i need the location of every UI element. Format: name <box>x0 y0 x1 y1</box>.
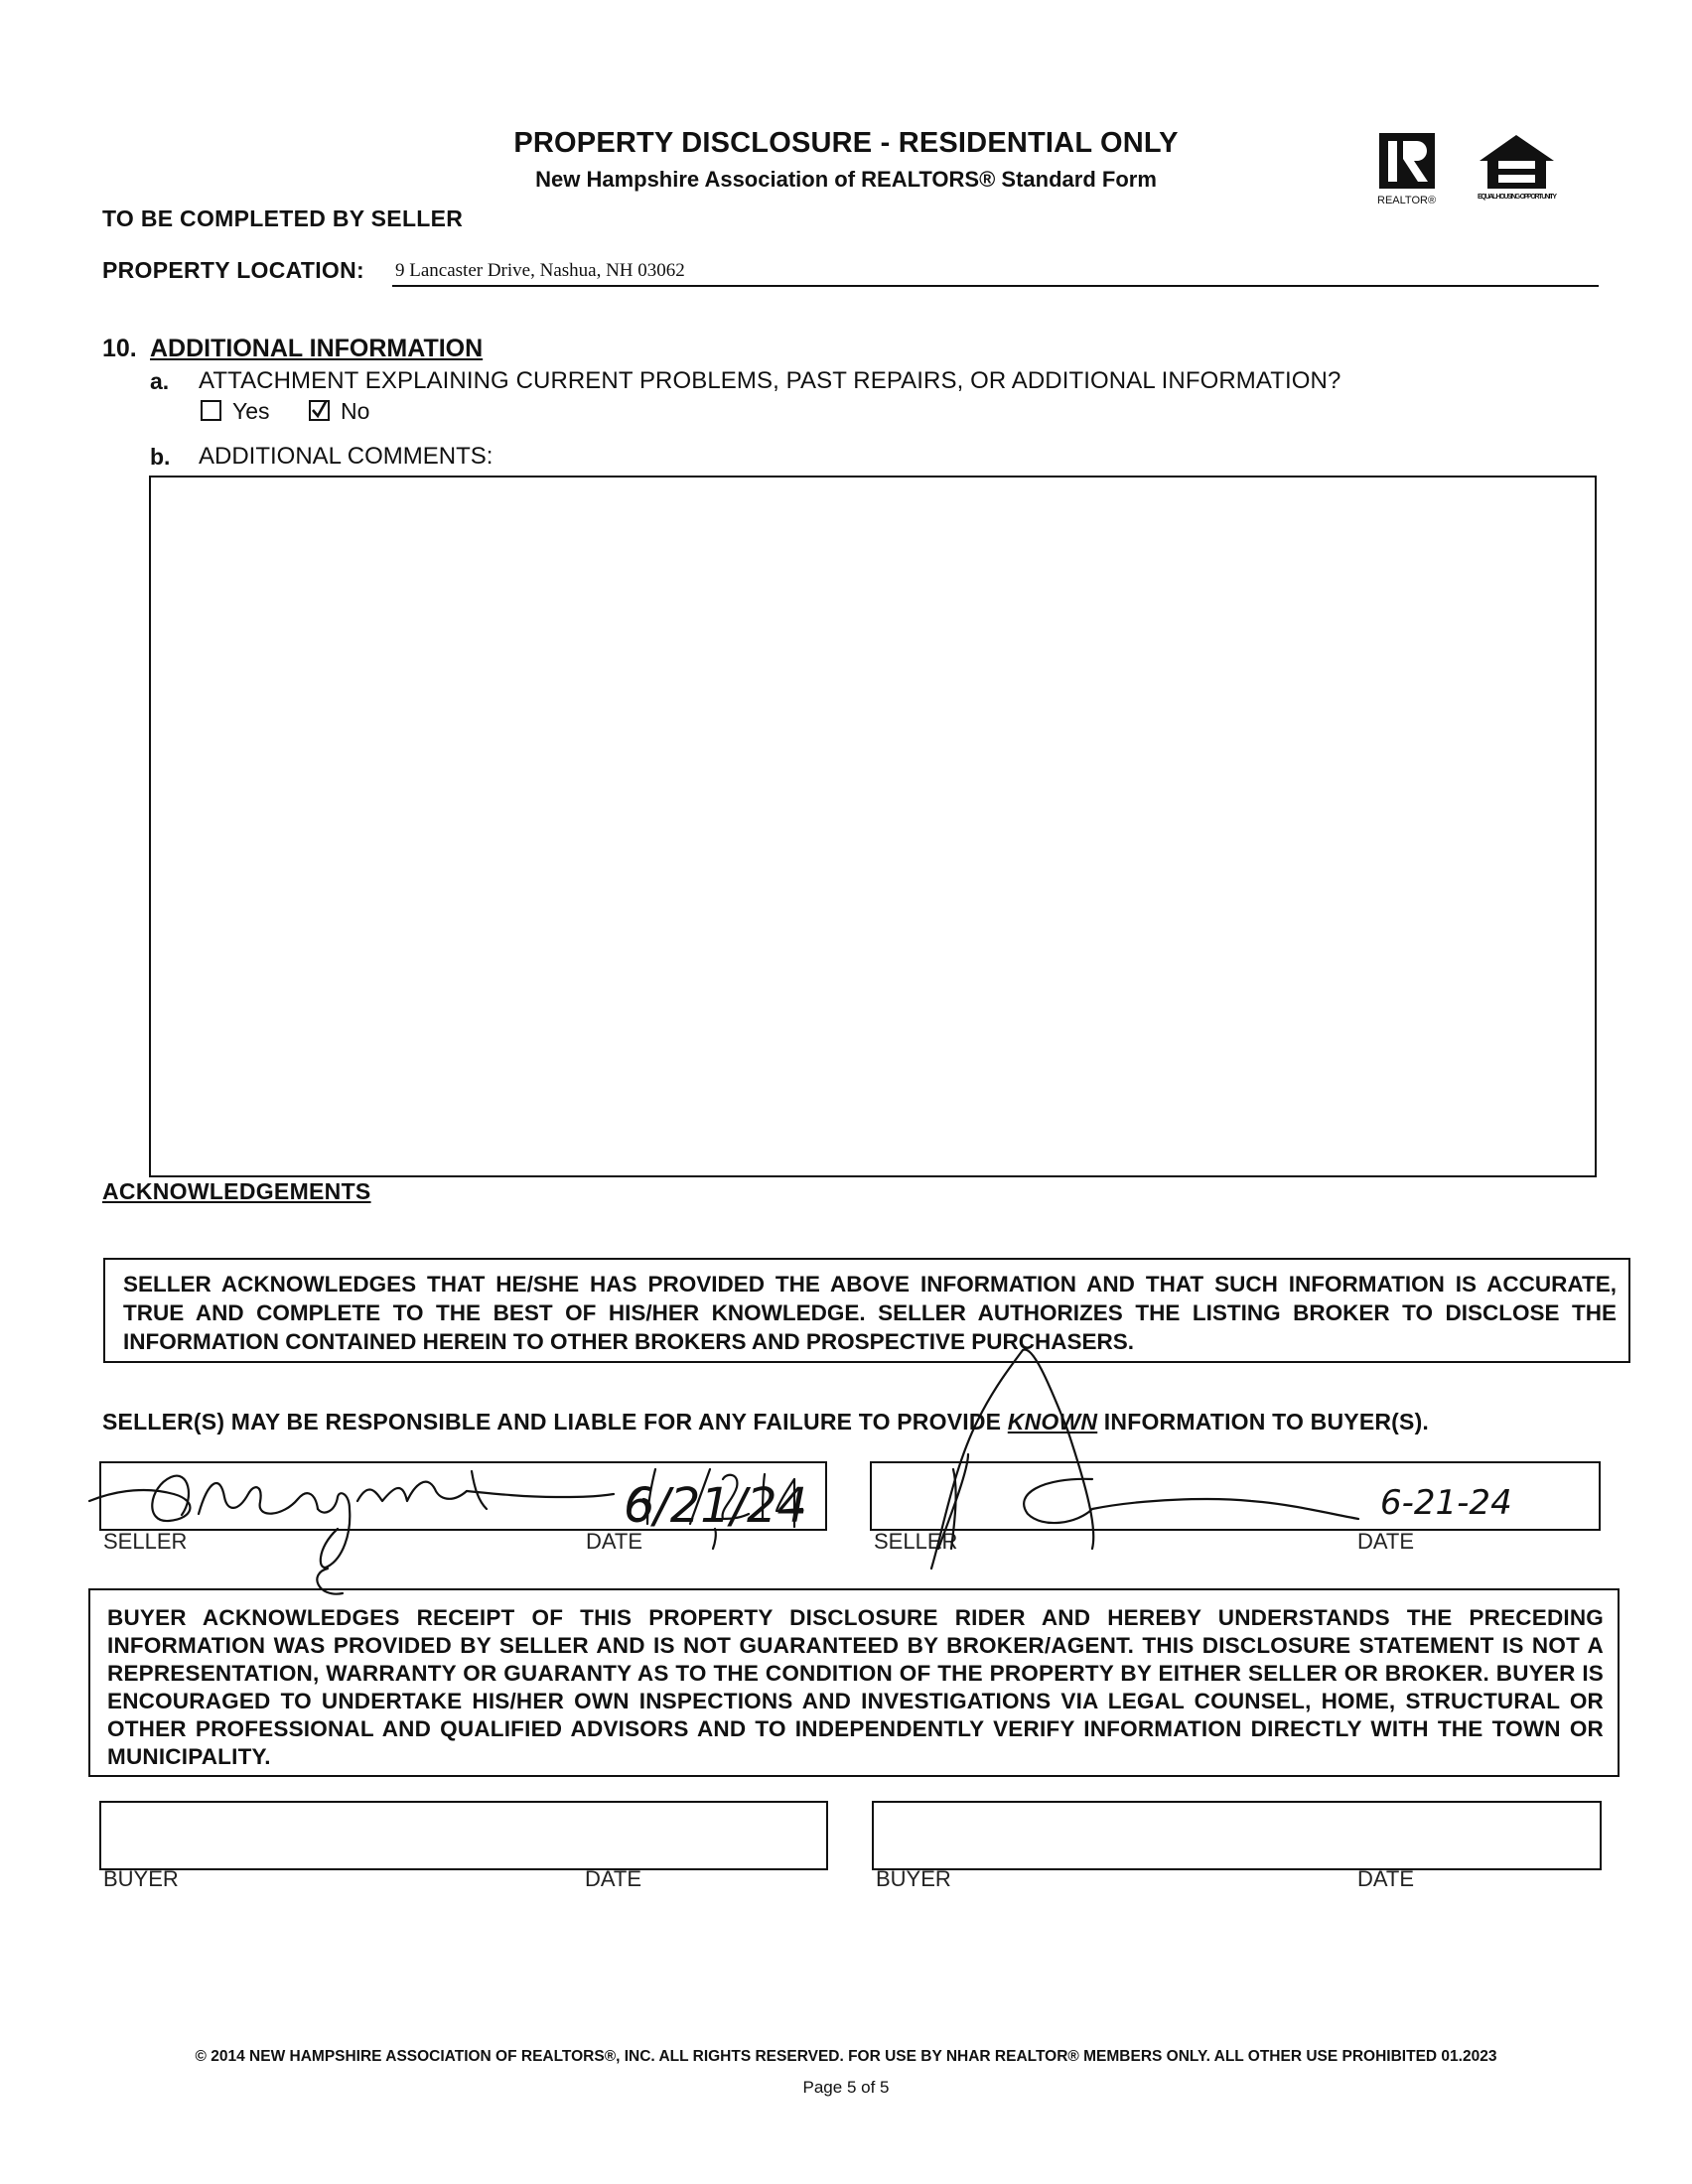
acknowledgements-heading: ACKNOWLEDGEMENTS <box>102 1178 371 1204</box>
to-be-completed-note: TO BE COMPLETED BY SELLER <box>102 205 464 231</box>
seller-2-signature-box[interactable] <box>870 1461 1601 1531</box>
seller-acknowledgement-text: SELLER ACKNOWLEDGES THAT HE/SHE HAS PROVIDED THE ABOVE INFORMATION AND THAT SUCH INFORMATION IS ACCURATE, TRUE AND COMPLETE TO THE BEST OF HIS/HER KNOWLEDGE. SELLER AUTHORIZES THE LISTING BROKER TO DISCLOSE THE INFORMATION CONTAINED HEREIN TO OTHER BROKERS AND PROSPECTIVE PURCHASERS. <box>123 1272 1617 1354</box>
seller-1-signature-box[interactable] <box>99 1461 827 1531</box>
no-checkbox[interactable] <box>309 400 330 421</box>
equal-housing-logo-icon <box>1478 135 1557 201</box>
question-b-text: ADDITIONAL COMMENTS: <box>199 443 494 470</box>
buyer-1-signature-box[interactable] <box>99 1801 828 1870</box>
section-title: ADDITIONAL INFORMATION <box>150 335 484 362</box>
realtor-logo-icon <box>1377 133 1436 206</box>
seller-2-label: SELLER <box>874 1529 958 1554</box>
yes-checkbox-label: Yes <box>232 398 270 424</box>
buyer-1-date-label: DATE <box>585 1866 642 1891</box>
question-a-letter: a. <box>150 368 170 394</box>
seller-1-date-label: DATE <box>586 1529 643 1554</box>
form-subtitle: New Hampshire Association of REALTORS® Standard Form <box>535 167 1157 192</box>
buyer-2-label: BUYER <box>876 1866 951 1891</box>
no-checkbox-label: No <box>341 398 370 424</box>
page-number: Page 5 of 5 <box>802 2078 890 2097</box>
checkmark-icon <box>311 402 328 419</box>
liability-text-end: INFORMATION TO BUYER(S). <box>1097 1409 1430 1434</box>
svg-text:6/21/24: 6/21/24 <box>624 1478 808 1534</box>
buyer-2-date-label: DATE <box>1357 1866 1415 1891</box>
seller-acknowledgement-box <box>103 1258 1630 1363</box>
buyer-acknowledgement-box <box>88 1588 1620 1777</box>
buyer-acknowledgement-text: BUYER ACKNOWLEDGES RECEIPT OF THIS PROPERTY DISCLOSURE RIDER AND HEREBY UNDERSTANDS THE PRECEDING INFORMATION WAS PROVIDED BY SELLER AND IS NOT GUARANTEED BY BROKER/AGENT. THIS DISCLOSURE STATEMENT IS NOT A REPRESENTATION, WARRANTY OR GUARANTY AS TO THE CONDITION OF THE PROPERTY BY EITHER SELLER OR BROKER. BUYER IS ENCOURAGED TO UNDERTAKE HIS/HER OWN INSPECTIONS AND INVESTIGATIONS VIA LEGAL COUNSEL, HOME, STRUCTURAL OR OTHER PROFESSIONAL AND QUALIFIED ADVISORS AND TO INDEPENDENTLY VERIFY INFORMATION DIRECTLY WITH THE TOWN OR MUNICIPALITY. <box>107 1605 1604 1769</box>
liability-known-emphasis: KNOWN <box>1007 1409 1098 1434</box>
question-b-letter: b. <box>150 444 171 470</box>
realtor-logo-text: REALTOR® <box>1377 195 1437 206</box>
section-number: 10. <box>102 335 137 362</box>
header-logos <box>1375 131 1574 212</box>
form-title: PROPERTY DISCLOSURE - RESIDENTIAL ONLY <box>513 127 1179 159</box>
buyer-2-signature-box[interactable] <box>872 1801 1602 1870</box>
svg-text:6-21-24: 6-21-24 <box>1380 1483 1512 1523</box>
equal-housing-logo-text: EQUAL HOUSING OPPORTUNITY <box>1478 194 1557 201</box>
property-location-underline <box>392 285 1599 287</box>
yes-checkbox[interactable] <box>201 400 221 421</box>
seller-2-date-label: DATE <box>1357 1529 1415 1554</box>
property-location-value[interactable]: 9 Lancaster Drive, Nashua, NH 03062 <box>395 260 685 281</box>
seller-2-signature-mark <box>931 1350 1358 1569</box>
property-location-label: PROPERTY LOCATION: <box>102 257 364 283</box>
copyright-footer: © 2014 NEW HAMPSHIRE ASSOCIATION OF REALTORS®, INC. ALL RIGHTS RESERVED. FOR USE BY NHAR REALTOR® MEMBERS ONLY. ALL OTHER USE PROHIBITED 01.2023 <box>195 2048 1497 2065</box>
question-a-text: ATTACHMENT EXPLAINING CURRENT PROBLEMS, PAST REPAIRS, OR ADDITIONAL INFORMATION? <box>199 367 1341 394</box>
buyer-1-label: BUYER <box>103 1866 179 1891</box>
liability-text-start: SELLER(S) MAY BE RESPONSIBLE AND LIABLE FOR ANY FAILURE TO PROVIDE <box>102 1409 1008 1434</box>
liability-statement <box>102 1409 1429 1435</box>
additional-comments-box[interactable] <box>149 476 1597 1177</box>
seller-1-label: SELLER <box>103 1529 188 1554</box>
